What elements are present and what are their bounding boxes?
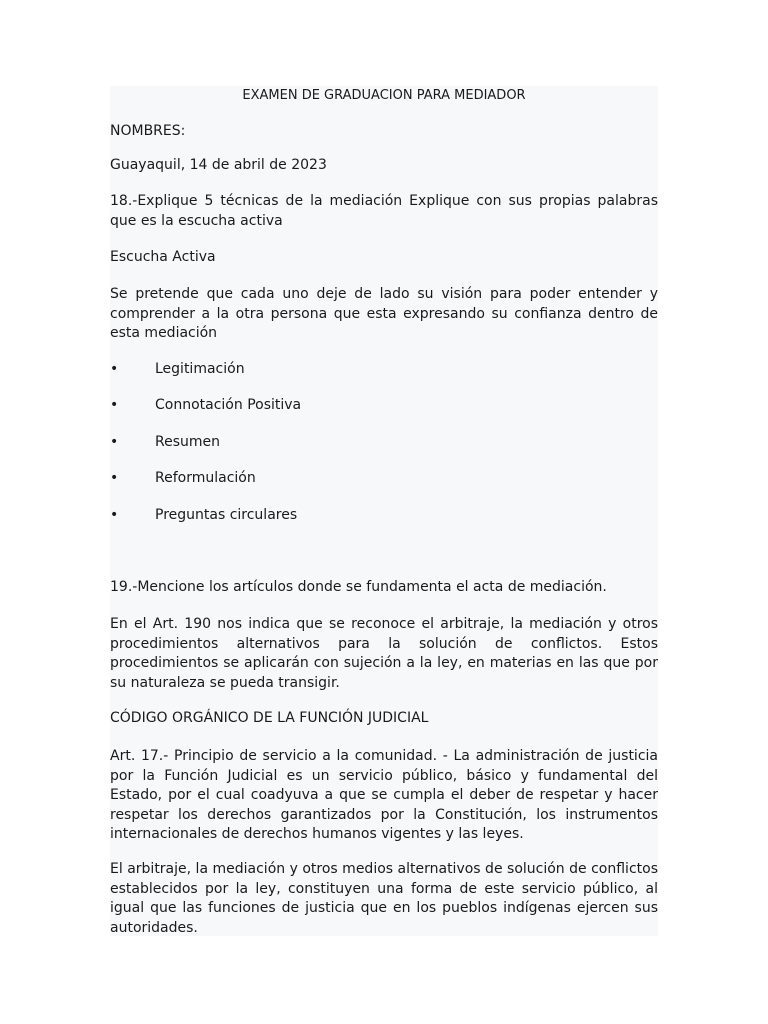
escucha-activa-heading: Escucha Activa [110,249,216,265]
escucha-activa-paragraph: Se pretende que cada uno deje de lado su visión para poder entender y comprender a la otra persona que esta expresando su confianza dentro de esta mediación [110,286,658,341]
technique-label: Legitimación [155,361,245,377]
question-18: 18.-Explique 5 técnicas de la mediación Explique con sus propias palabras que es la escucha activa [110,193,658,229]
art-17-paragraph: Art. 17.- Principio de servicio a la comunidad. - La administración de justicia por la Función Judicial es un servicio público, básico y fundamental del Estado, por el cual coadyuva a que se cumpla el deber de respetar y hacer respetar los derechos garantizados por la Constitución, los instrumentos internacionales de derechos humanos vigentes y las leyes. [110,748,658,842]
list-item [110,396,658,416]
list-item [110,360,658,380]
list-item [110,506,658,526]
document-title: EXAMEN DE GRADUACION PARA MEDIADOR [242,88,526,103]
list-item [110,433,658,453]
list-item [110,469,658,489]
document-body [110,86,658,936]
bullet-icon: • [110,507,119,523]
bullet-icon: • [110,470,119,486]
nombres-label: NOMBRES: [110,123,186,139]
art-190-paragraph: En el Art. 190 nos indica que se reconoce el arbitraje, la mediación y otros procedimientos alternativos para la solución de conflictos. Estos procedimientos se aplicarán con sujeción a la ley, en materias en las que por su naturaleza se pueda transigir. [110,616,658,691]
question-19: 19.-Mencione los artículos donde se fundamenta el acta de mediación. [110,579,607,595]
technique-label: Connotación Positiva [155,397,302,413]
arbitraje-paragraph: El arbitraje, la mediación y otros medios alternativos de solución de conflictos establecidos por la ley, constituyen una forma de este servicio público, al igual que las funciones de justicia que en los pueblos indígenas ejercen sus autoridades. [110,861,658,936]
bullet-icon: • [110,434,119,450]
place-date: Guayaquil, 14 de abril de 2023 [110,157,327,173]
bullet-icon: • [110,361,119,377]
technique-label: Reformulación [155,470,256,486]
technique-label: Resumen [155,434,221,450]
bullet-icon: • [110,397,119,413]
technique-label: Preguntas circulares [155,507,298,523]
codigo-organico-heading: CÓDIGO ORGÁNICO DE LA FUNCIÓN JUDICIAL [110,710,429,726]
